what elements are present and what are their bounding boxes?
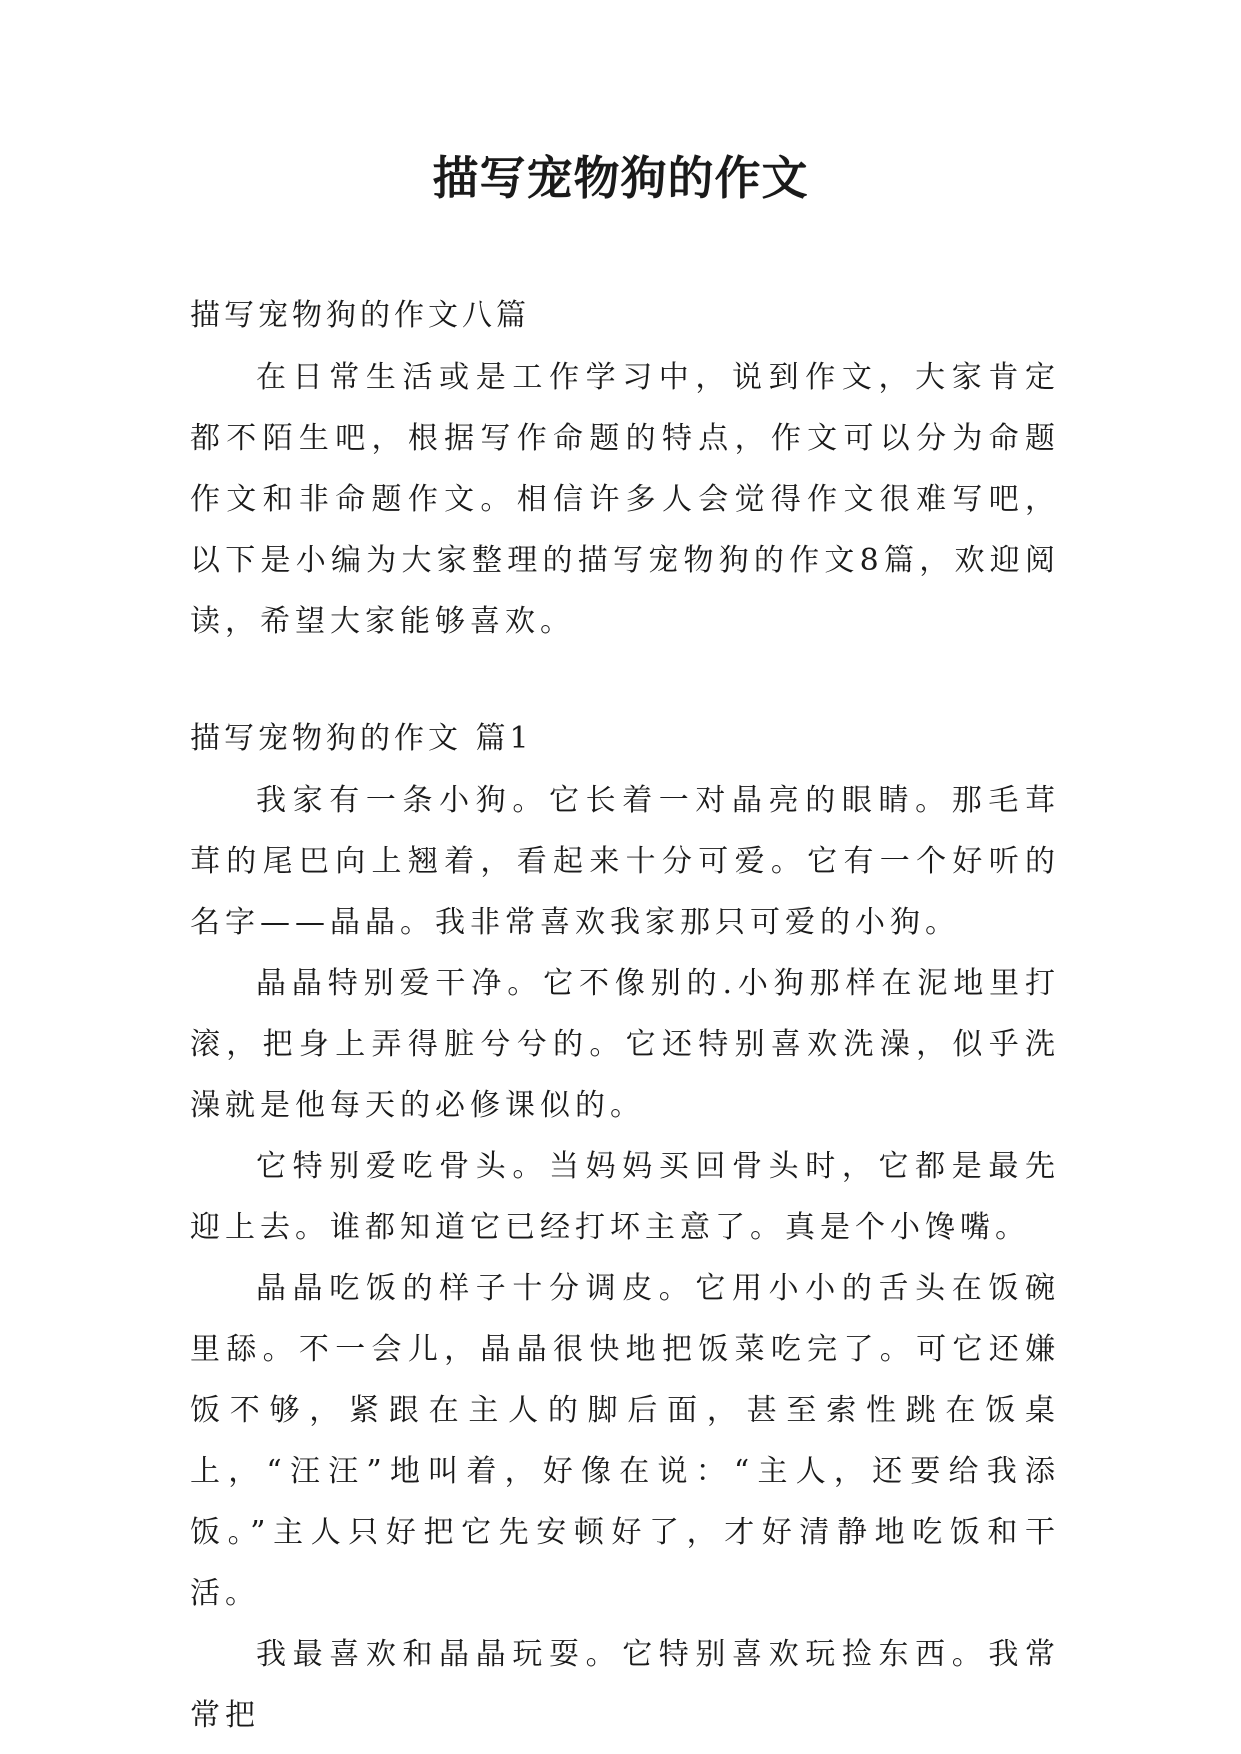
body-paragraph: 我最喜欢和晶晶玩耍。它特别喜欢玩捡东西。我常常把 [190, 1637, 1060, 1733]
section-heading: 描写宠物狗的作文 篇1 [190, 721, 533, 756]
section-spacer [190, 652, 1060, 708]
intro-paragraph: 在日常生活或是工作学习中，说到作文，大家肯定都不陌生吧，根据写作命题的特点，作文可以分为命题作文和非命题作文。相信许多人会觉得作文很难写吧，以下是小编为大家整理的描写宠物狗的作文8篇，欢迎阅读，希望大家能够喜欢。 [190, 360, 1060, 639]
collection-heading: 描写宠物狗的作文八篇 [190, 298, 530, 333]
document-body [190, 285, 1060, 1746]
body-paragraph: 晶晶特别爱干净。它不像别的.小狗那样在泥地里打滚，把身上弄得脏兮兮的。它还特别喜欢洗澡，似乎洗澡就是他每天的必修课似的。 [190, 966, 1060, 1123]
document-title: 描写宠物狗的作文 [432, 151, 809, 205]
body-paragraph: 它特别爱吃骨头。当妈妈买回骨头时，它都是最先迎上去。谁都知道它已经打坏主意了。真是个小馋嘴。 [190, 1149, 1060, 1245]
body-paragraph: 晶晶吃饭的样子十分调皮。它用小小的舌头在饭碗里舔。不一会儿，晶晶很快地把饭菜吃完了。可它还嫌饭不够，紧跟在主人的脚后面，甚至索性跳在饭桌上，“汪汪”地叫着，好像在说：“主人，还要给我添饭。”主人只好把它先安顿好了，才好清静地吃饭和干活。 [190, 1271, 1060, 1611]
body-paragraph: 我家有一条小狗。它长着一对晶亮的眼睛。那毛茸茸的尾巴向上翘着，看起来十分可爱。它有一个好听的名字——晶晶。我非常喜欢我家那只可爱的小狗。 [190, 783, 1060, 940]
